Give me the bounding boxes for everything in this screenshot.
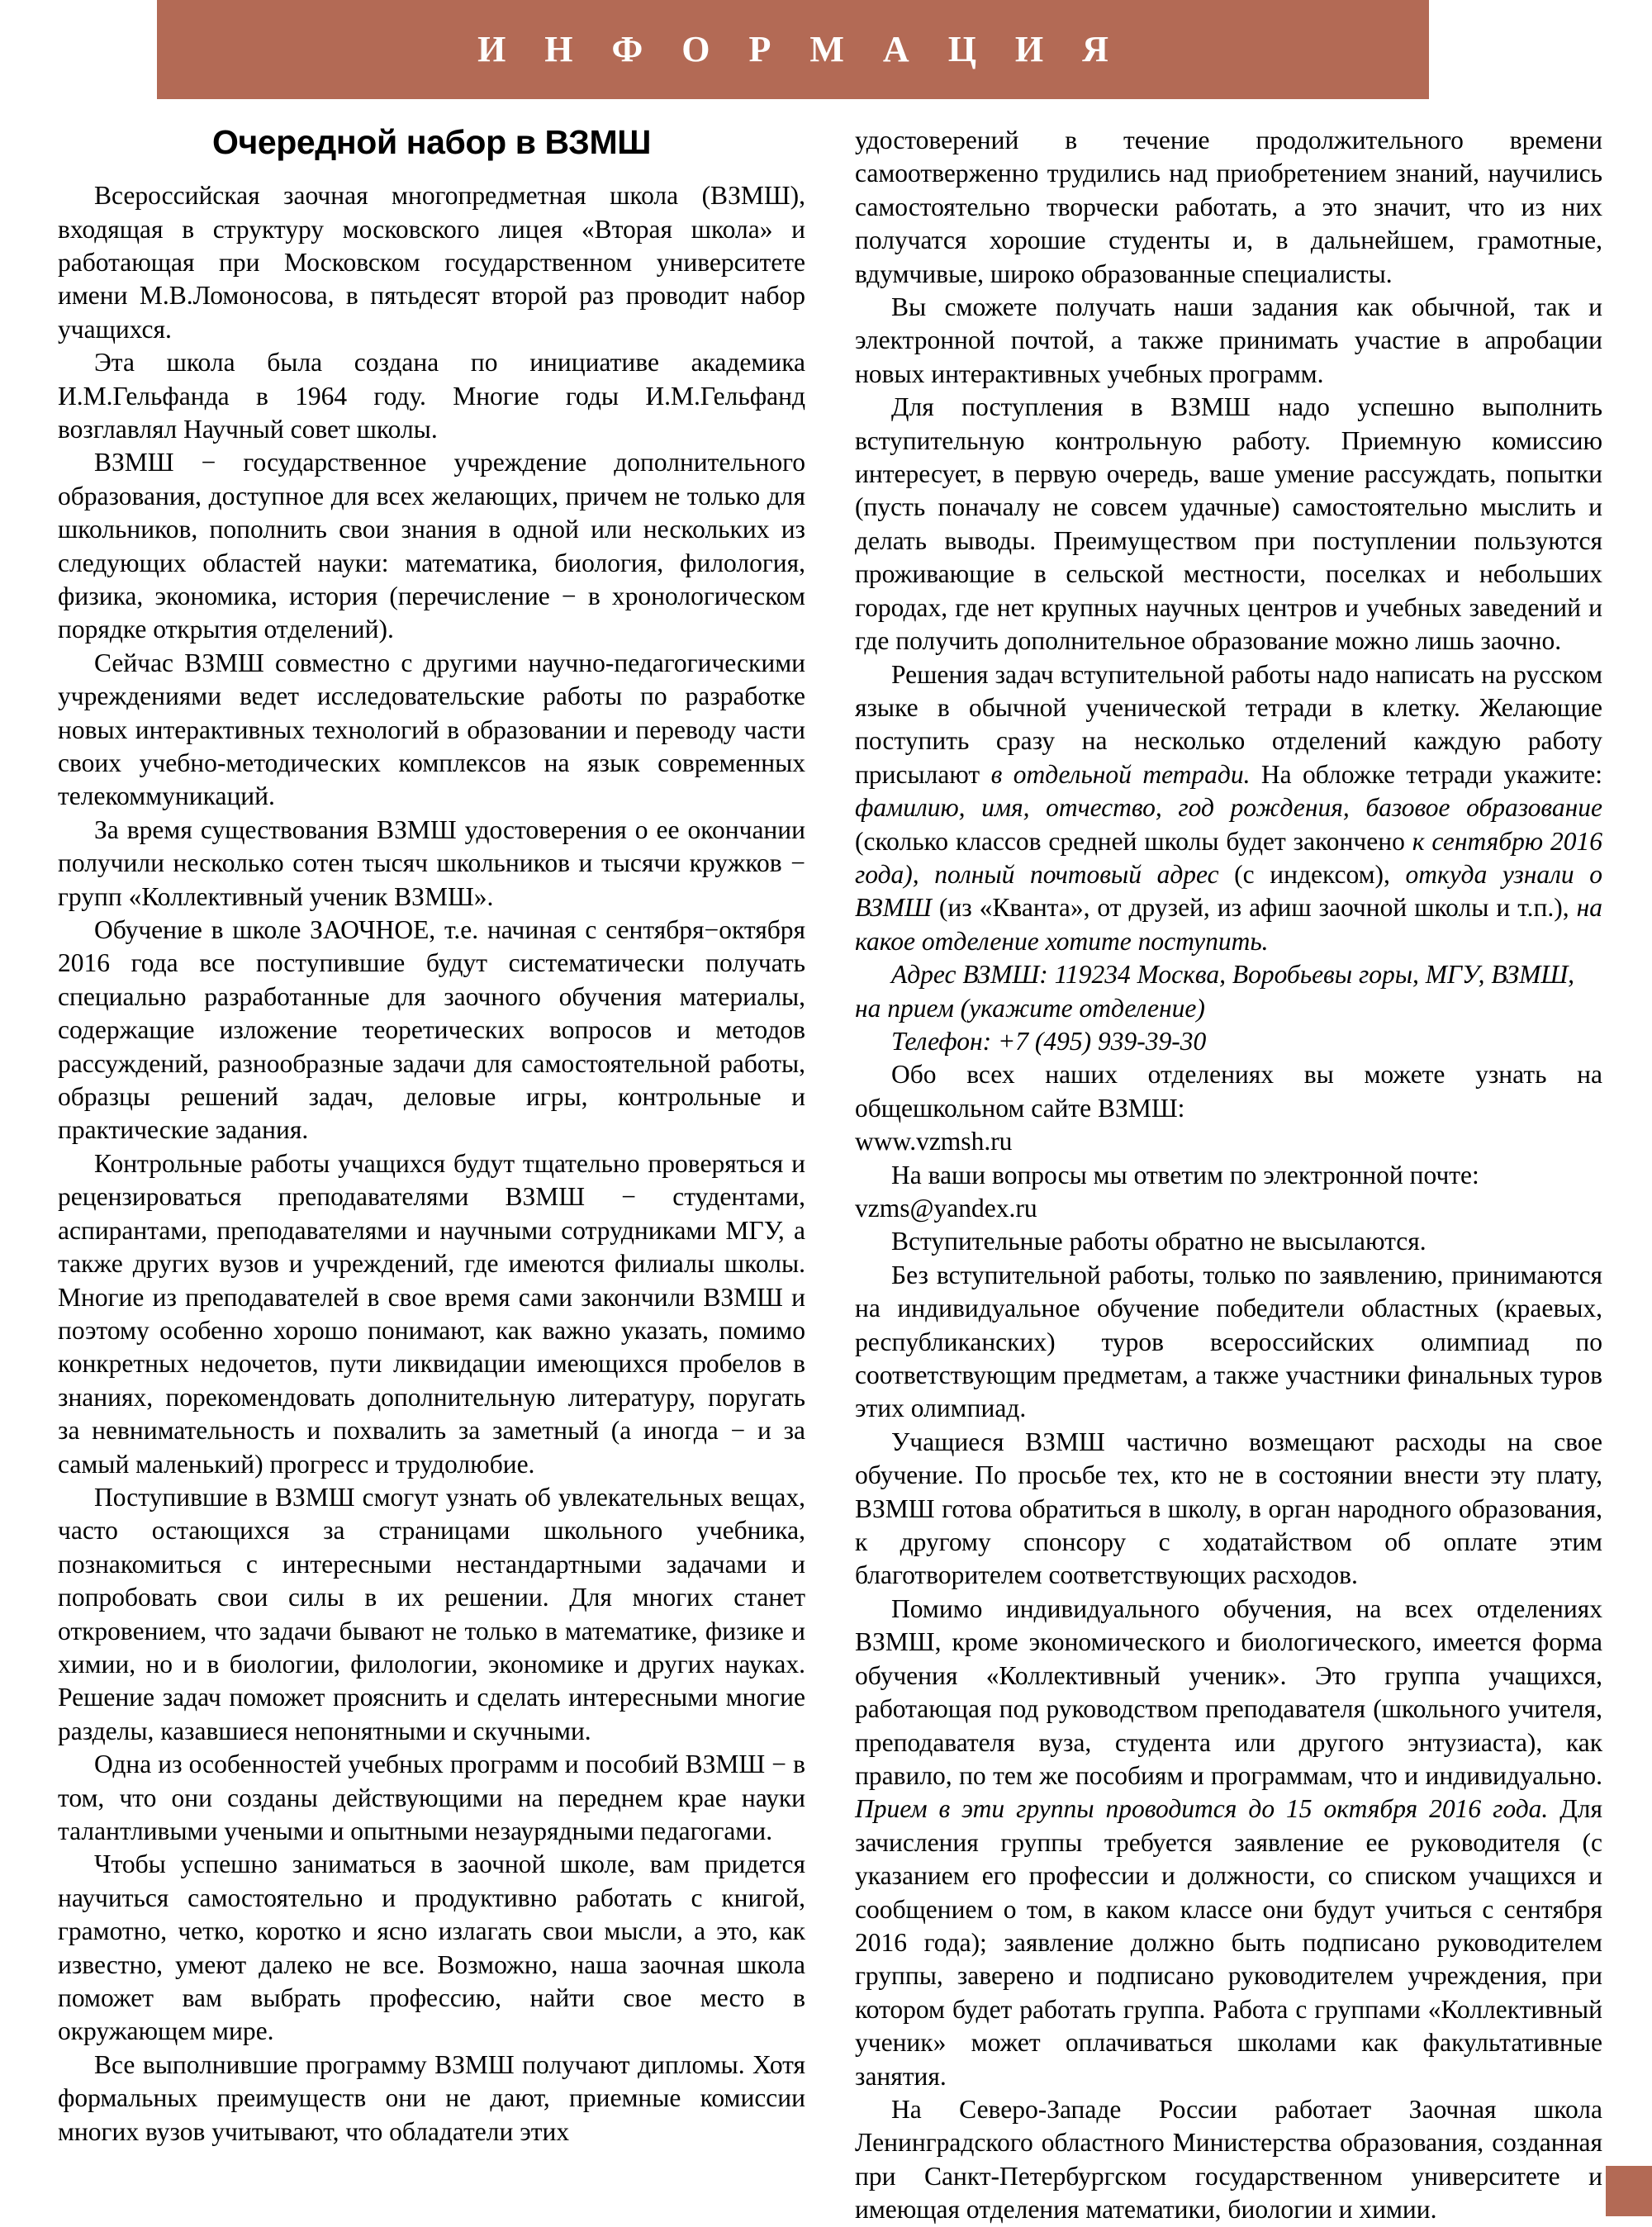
website-url: www.vzmsh.ru (855, 1127, 1013, 1156)
emphasis-text: к сентябрю 2016 года), полный почтовый адрес (855, 826, 1602, 889)
paragraph: Поступившие в ВЗМШ смогут узнать об увлекательных вещах, часто остающихся за страницами школьного учебника, познакомиться с интересными нестандартными задачами и попробовать свои силы в их решении. Для многих станет откровением, что задачи бывают не только в математике, физике и химии, но и в биологии, филологии, экономике и других науках. Решение задач поможет прояснить и сделать интересными многие разделы, казавшиеся непонятными и скучными. (58, 1482, 805, 1745)
body-text: (сколько классов средней школы будет закончено (855, 826, 1412, 856)
address-line: Адрес ВЗМШ: 119234 Москва, Воробьевы горы, МГУ, ВЗМШ, на прием (укажите отделение) (855, 960, 1575, 1023)
right-column (855, 124, 1602, 2227)
body-text: Помимо индивидуального обучения, на всех отделениях ВЗМШ, кроме экономического и биологического, имеется форма обучения «Коллективный ученик». Это группа учащихся, работающая под руководством преподавателя (школьного учителя, преподавателя вуза, студента или другого энтузиаста), как правило, по тем же пособиям и программам, что и индивидуально. (855, 1593, 1602, 1790)
paragraph: Вступительные работы обратно не высылаются. (891, 1227, 1427, 1256)
paragraph: Всероссийская заочная многопредметная школа (ВЗМШ), входящая в структуру московского лицея «Вторая школа» и работающая при Московском государственном университете имени М.В.Ломоносова, в пятьдесят второй раз проводит набор учащихся. (58, 181, 805, 344)
paragraph: ВЗМШ − государственное учреждение дополнительного образования, доступное для всех желающих, причем не только для школьников, пополнить свои знания в одной или нескольких из следующих областей науки: математика, биология, филология, физика, экономика, история (перечисление − в хронологическом порядке открытия отделений). (58, 448, 805, 644)
emphasis-text: фамилию, имя, отчество, год рождения, базовое образование (855, 793, 1602, 823)
paragraph: Все выполнившие программу ВЗМШ получают дипломы. Хотя формальных преимуществ они не дают, приемные комиссии многих вузов учитывают, что обладатели этих (58, 2049, 805, 2146)
paragraph: Сейчас ВЗМШ совместно с другими научно-педагогическими учреждениями ведет исследовательские работы по разработке новых интерактивных технологий в образовании и переводу части своих учебно-методических комплексов на язык современных телекоммуникаций. (58, 648, 805, 811)
paragraph: Вы сможете получать наши задания как обычной, так и электронной почтой, а также принимать участие в апробации новых интерактивных учебных программ. (855, 292, 1602, 388)
paragraph-final: На Северо-Западе России работает Заочная школа Ленинградского областного Министерства образования, созданная при Санкт-Петербургском государственном университете и имеющая отделения математики, биологии и химии. (855, 2094, 1602, 2225)
paragraph: Обучение в школе ЗАОЧНОЕ, т.е. начиная с сентября−октября 2016 года все поступившие будут систематически получать специально разработанные для заочного обучения материалы, содержащие изложение теоретических вопросов и методов рассуждений, разнообразные задачи для самостоятельной работы, образцы решений задач, деловые игры, контрольные и практические задания. (58, 915, 805, 1145)
paragraph-continuation: удостоверений в течение продолжительного времени самоотверженно трудились над приобретением знаний, научились самостоятельно творчески работать, а это значит, что из них получатся хорошие студенты и, в дальнейшем, грамотные, вдумчивые, широко образованные специалисты. (855, 126, 1602, 288)
section-header-banner (157, 0, 1429, 99)
article-title: Очередной набор в ВЗМШ (211, 123, 652, 161)
paragraph: Чтобы успешно заниматься в заочной школе, вам придется научиться самостоятельно и продуктивно работать с книгой, грамотно, четко, коротко и ясно излагать свои мысли, а это, как известно, умеют далеко не все. Возможно, наша заочная школа поможет вам выбрать профессию, найти свое место в окружающем мире. (58, 1850, 805, 2046)
emphasis-text: Прием в эти группы проводится до 15 октября 2016 года. (855, 1794, 1549, 1824)
banner-title: И Н Ф О Р М А Ц И Я (477, 29, 1123, 69)
paragraph: Учащиеся ВЗМШ частично возмещают расходы на свое обучение. По просьбе тех, кто не в состоянии внести эту плату, ВЗМШ готова обратиться в школу, в орган народного образования, к другому спонсору с ходатайством об оплате этим благотворителем соответствующих расходов. (855, 1427, 1602, 1590)
body-text: (с индексом), (1218, 859, 1406, 889)
emphasis-text: откуда узнали о ВЗМШ (855, 859, 1602, 923)
emphasis-text: на какое отделение хотите поступить. (855, 893, 1602, 956)
page-corner-mark (1606, 2166, 1652, 2216)
paragraph: За время существования ВЗМШ удостоверения о ее окончании получили несколько сотен тысяч школьников и тысячи кружков − групп «Коллективный ученик ВЗМШ». (58, 814, 805, 911)
paragraph: Одна из особенностей учебных программ и пособий ВЗМШ − в том, что они созданы действующими на переднем крае науки талантливыми учеными и опытными незаурядными педагогами. (58, 1750, 805, 1845)
body-text: Для зачисления группы требуется заявление ее руководителя (с указанием его профессии и должности, со списком учащихся и сообщением о том, в каком классе они будут учиться с сентября 2016 года); заявление должно быть подписано руководителем группы, заверено и подписано руководителем учреждения, при котором будет работать группа. Работа с группами «Коллективный ученик» может оплачиваться школами как факультативные занятия. (855, 1794, 1602, 2091)
website-intro: Обо всех наших отделениях вы можете узнать на общешкольном сайте ВЗМШ: (855, 1060, 1602, 1123)
body-text: (из «Кванта», от друзей, из афиш заочной школы и т.п.), (931, 893, 1577, 923)
body-text: Решения задач вступительной работы надо написать на русском языке в обычной ученической тетради в клетку. Желающие поступить сразу на несколько отделений каждую работу присылают (855, 659, 1602, 789)
paragraph: Для поступления в ВЗМШ надо успешно выполнить вступительную контрольную работу. Приемную комиссию интересует, в первую очередь, ваше умение рассуждать, попытки (пусть поначалу не совсем удачные) самостоятельно мыслить и делать выводы. Преимуществом при поступлении пользуются проживающие в сельской местности, поселках и небольших городах, где нет крупных научных центров и учебных заведений и где получить дополнительное образование можно лишь заочно. (855, 392, 1602, 656)
email-intro: На ваши вопросы мы ответим по электронной почте: (891, 1160, 1479, 1189)
paragraph: Контрольные работы учащихся будут тщательно проверяться и рецензироваться преподавателями ВЗМШ − студентами, аспирантами, преподавателями и научными сотрудниками МГУ, а также других вузов и учреждений, где имеются филиалы школы. Многие из преподавателей в свое время сами закончили ВЗМШ и поэтому особенно хорошо понимают, как важно указать, помимо конкретных недочетов, пути ликвидации имеющихся пробелов в знаниях, порекомендовать дополнительную литературу, поругать за невнимательность и похвалить за заметный (а иногда − и за самый маленький) прогресс и трудолюбие. (58, 1148, 805, 1479)
article-columns (58, 124, 1602, 2227)
paragraph-collective-student (855, 1593, 1602, 2093)
phone-line: Телефон: +7 (495) 939-39-30 (891, 1026, 1207, 1056)
left-column (58, 124, 805, 2227)
email-address: vzms@yandex.ru (855, 1194, 1037, 1223)
paragraph: Без вступительной работы, только по заявлению, принимаются на индивидуальное обучение победители областных (краевых, республиканских) туров всероссийских олимпиад по соответствующим предметам, а также участники финальных туров этих олимпиад. (855, 1260, 1602, 1423)
body-text: На обложке тетради укажите: (1250, 759, 1602, 789)
paragraph-instructions (855, 658, 1602, 959)
paragraph: Эта школа была создана по инициативе академика И.М.Гельфанда в 1964 году. Многие годы И.М.Гельфанд возглавлял Научный совет школы. (58, 348, 805, 444)
emphasis-text: в отдельной тетради. (990, 759, 1251, 789)
